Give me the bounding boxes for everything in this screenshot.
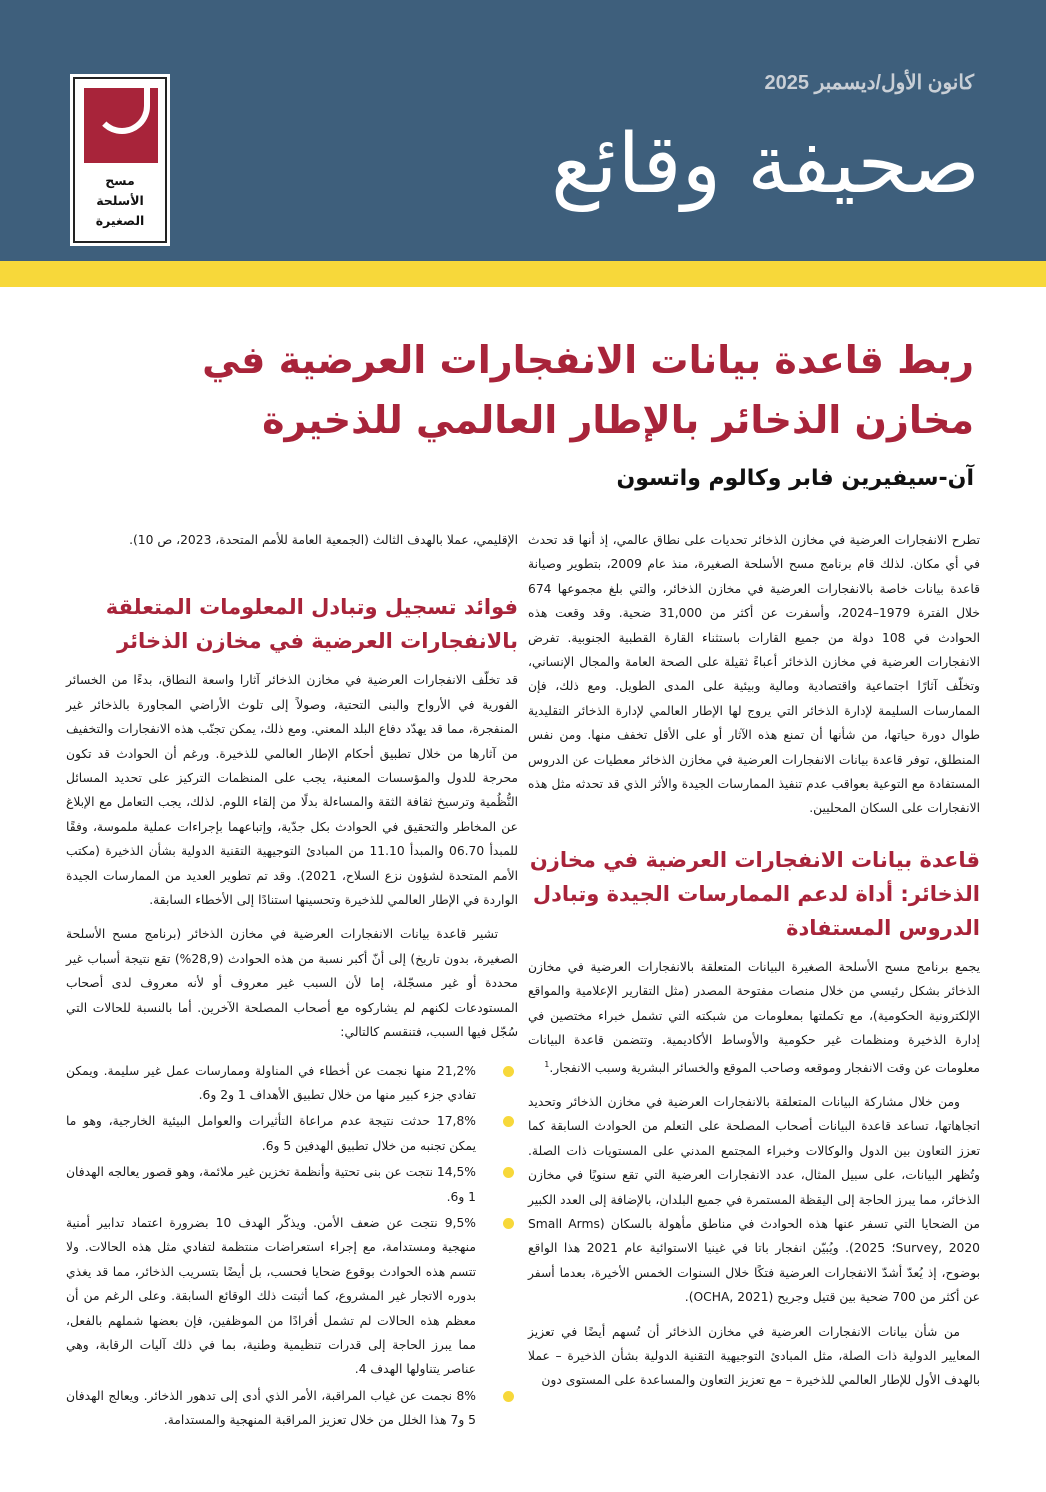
section2-paragraph-2: تشير قاعدة بيانات الانفجارات العرضية في مخازن الذخائر (برنامج مسح الأسلحة الصغيرة، بدون تاريخ) إلى أنّ أكبر نسبة من هذه الحوادث (28,9%) تقع نتيجة أسباب غير محددة أو غير مسجّلة، إما لأن السبب غير معروف أو لأنه معروف لدى أصحاب المستودعات لكنهم لم يشاركوه مع أصحاب المصلحة الآخرين. أما بالنسبة للحالات التي سُجّل فيها السبب، فتنقسم كالتالي: bbox=[66, 927, 518, 1040]
accent-band bbox=[0, 261, 1046, 287]
list-item-percent: 14,5% bbox=[436, 1165, 476, 1180]
logo-text bbox=[75, 171, 165, 231]
list-item bbox=[66, 1211, 518, 1382]
publication-title: صحيفة وقائع bbox=[550, 117, 980, 212]
list-item bbox=[66, 1160, 518, 1209]
section-heading-benefits: فوائد تسجيل وتبادل المعلومات المتعلقة بالانفجارات العرضية في مخازن الذخائر bbox=[105, 595, 518, 654]
intro-paragraph: تطرح الانفجارات العرضية في مخازن الذخائر تحديات على نطاق عالمي، إذ أنها قد تحدث في أي مكان. لذلك قام برنامج مسح الأسلحة الصغيرة، منذ عام 2009، بتطوير وصيانة قاعدة بيانات خاصة بالانفجارات العرضية في مخازن الذخائر، والتي بلغ مجموعها 674 خلال الفترة 1979–2024، وأسفرت عن أكثر من 31,000 ضحية. وقد وقعت هذه الحوادث في 108 دولة من جميع القارات باستثناء القارة القطبية الجنوبية. تفرض الانفجارات العرضية في مخازن الذخائر أعباءً ثقيلة على الصحة العامة والمجال الإنساني، وتخلّف آثارًا اجتماعية واقتصادية ومالية وبيئية على المدى الطويل. ومع ذلك، فإن الممارسات السليمة لإدارة الذخائر التي يروج لها الإطار العالمي لإدارة الذخائر التقليدية طوال دورة حياتها، من شأنها أن تمنع هذه الآثار أو على الأقل تخفف منها. ومن نفس المنطلق، توفر قاعدة بيانات الانفجارات العرضية في مخازن الذخائر معطيات عن الدروس المستفادة مع التوعية بعواقب عدم تنفيذ الممارسات الجيدة والأثر الذي قد تحدثه مثل هذه الانفجارات على السكان المحليين. bbox=[528, 533, 980, 816]
column-right bbox=[528, 528, 980, 1403]
section1-paragraph-3: من شأن بيانات الانفجارات العرضية في مخازن الذخائر أن تُسهم أيضًا في تعزيز المعايير الدولية ذات الصلة، مثل المبادئ التوجيهية التقنية الدولية بشأن الذخيرة – عملا بالهدف الأول للإطار العالمي للذخيرة – مع تعزيز التعاون والمساعدة على المستوى دون bbox=[528, 1324, 980, 1388]
list-item-text: نتجت عن بنى تحتية وأنظمة تخزين غير ملائمة، وهو قصور يعالجه الهدفان 1 و6. bbox=[66, 1165, 476, 1204]
continuation-paragraph: الإقليمي، عملا بالهدف الثالث (الجمعية العامة للأمم المتحدة، 2023، ص 10). bbox=[129, 533, 518, 547]
bullet-dot-icon bbox=[503, 1391, 514, 1402]
bullet-dot-icon bbox=[503, 1167, 514, 1178]
logo-line-3: الصغيرة bbox=[95, 213, 145, 228]
list-item bbox=[66, 1384, 518, 1433]
list-item bbox=[66, 1109, 518, 1158]
logo-line-1: مسح bbox=[105, 173, 135, 188]
bullet-dot-icon bbox=[503, 1066, 514, 1077]
list-item-percent: 17,8% bbox=[436, 1114, 476, 1129]
article-headline: ربط قاعدة بيانات الانفجارات العرضية في مخازن الذخائر بالإطار العالمي للذخيرة bbox=[202, 338, 974, 442]
list-item-text: نجمت عن غياب المراقبة، الأمر الذي أدى إلى تدهور الذخائر. ويعالج الهدفان 5 و7 هذا الخلل من خلال تعزيز المراقبة المنهجية والمستدامة. bbox=[66, 1388, 476, 1428]
list-item-text: منها نجمت عن أخطاء في المناولة وممارسات عمل غير سليمة. ويمكن تفادي جزء كبير منها من خلال تطبيق الأهداف 1 و2 و6. bbox=[66, 1063, 476, 1102]
list-item bbox=[66, 1059, 518, 1108]
bullet-dot-icon bbox=[503, 1218, 514, 1229]
section2-paragraph-1: قد تخلّف الانفجارات العرضية في مخازن الذخائر آثارا واسعة النطاق، بدءًا من الخسائر الفورية في الأرواح والبنى التحتية، وصولاً إلى تلوث الأراضي المجاورة بالذخائر غير المنفجرة، مما قد يهدّد دفاع البلد المعني. ومع ذلك، يمكن تجنّب هذه الانفجارات والتخفيف من آثارها من خلال تطبيق أحكام الإطار العالمي للذخيرة. ورغم أن الحوادث قد تكون محرجة للدول والمؤسسات المعنية، يجب على المنظمات التركيز على تحديد المسائل النُّظُمية وترسيخ ثقافة الثقة والمساءلة بدلًا من إلقاء اللوم. لذلك، يجب التعامل مع الإبلاغ عن المخاطر والتحقيق في الحوادث بكل جدّية، وإتباعهما بإجراءات عملية ملموسة، وفقًا للمبدأ 06.70 والمبدأ 11.10 من المبادئ التوجيهية التقنية الدولية بشأن الذخيرة (مكتب الأمم المتحدة لشؤون نزع السلاح، 2021). وقد تم تطوير العديد من الممارسات الجيدة الواردة في الإطار العالمي للذخيرة وتحسينها استنادًا إلى الأخطاء السابقة. bbox=[66, 673, 519, 908]
logo-line-2: الأسلحة bbox=[96, 193, 144, 208]
logo-mark-icon bbox=[84, 88, 158, 163]
logo-curve bbox=[94, 88, 150, 134]
list-item-text: نتجت عن ضعف الأمن. ويذكّر الهدف 10 بضرورة اعتماد تدابير أمنية منهجية ومستدامة، مع إجراء استعراضات منتظمة لتفادي مثل هذه الحالات. ولا تتسم هذه الحوادث بوقوع ضحايا فحسب، بل أيضًا بتسريب الذخائر، مما قد يغذي بدوره الاتجار غير المشروع، كما أثبتت ذلك الوقائع السابقة. وعلى الرغم من أن معظم هذه الحالات لم تشمل أفرادًا من الموظفين، فإن بعضها شملهم بالفعل، مما يبرز الحاجة إلى قدرات تنظيمية وطنية، بما في ذلك آليات الرقابة، وهي عناصر يتناولها الهدف 4. bbox=[66, 1215, 476, 1377]
footnote-ref[interactable]: 1 bbox=[544, 1059, 550, 1069]
logo-frame bbox=[73, 77, 167, 243]
article-authors: آن-سيفيرين فابر وكالوم واتسون bbox=[616, 466, 974, 491]
small-arms-survey-logo bbox=[70, 74, 170, 246]
issue-date: كانون الأول/ديسمبر 2025 bbox=[764, 72, 974, 94]
list-item-percent: 8% bbox=[456, 1388, 476, 1403]
list-item-percent: 21,2% bbox=[436, 1063, 476, 1078]
list-item-text: حدثت نتيجة عدم مراعاة التأثيرات والعوامل البيئية الخارجية، وهو ما يمكن تجنبه من خلال تطبيق الهدفين 5 و6. bbox=[66, 1114, 476, 1153]
masthead bbox=[0, 0, 1046, 261]
bullet-dot-icon bbox=[503, 1116, 514, 1127]
section1-paragraph-2: ومن خلال مشاركة البيانات المتعلقة بالانفجارات العرضية في مخازن الذخائر وتحديد اتجاهاتها، تساعد قاعدة البيانات أصحاب المصلحة على التعلم من الحوادث السابقة كما تعزز التعاون بين الدول والوكالات وخبراء المجتمع المدني على المستويات ذات الصلة. وتُظهر البيانات، على سبيل المثال، عدد الانفجارات العرضية التي تقع سنويًا في مخازن الذخائر، مما يبرز الحاجة إلى اليقظة المستمرة في جميع البلدان، بالإضافة إلى العدد الكبير من الضحايا التي تسفر عنها هذه الحوادث في مناطق مأهولة بالسكان (Small Arms Survey, 2020؛ 2025). ويُبيّن انفجار باتا في غينيا الاستوائية عام 2021 هذا الواقع بوضوح، إذ يُعدّ أشدّ الانفجارات العرضية فتكًا خلال السنوات الخمس الأخيرة، بعدما أسفر عن أكثر من 700 ضحية بين قتيل وجريح (OCHA, 2021). bbox=[528, 1095, 981, 1305]
section-heading-database: قاعدة بيانات الانفجارات العرضية في مخازن الذخائر: أداة لدعم الممارسات الجيدة وتبادل الدروس المستفادة bbox=[529, 847, 980, 940]
section1-paragraph-1 bbox=[528, 955, 980, 1080]
section1-paragraph-1-text: يجمع برنامج مسح الأسلحة الصغيرة البيانات المتعلقة بالانفجارات العرضية في مخازن الذخائر بشكل رئيسي من خلال منصات مفتوحة المصدر (مثل التقارير الإعلامية والمواقع الإلكترونية الحكومية)، مع تكملتها بمعلومات من شبكته التي تشمل خبراء مختصين في إدارة الذخيرة ومنظمات غير حكومية والأوساط الأكاديمية. وتتضمن قاعدة البيانات معلومات عن وقت الانفجار وموقعه وصاحب الموقع والخسائر البشرية وسبب الانفجار. bbox=[528, 959, 980, 1075]
column-left bbox=[66, 528, 518, 1435]
cause-breakdown-list bbox=[66, 1059, 518, 1433]
list-item-percent: 9,5% bbox=[444, 1215, 476, 1230]
